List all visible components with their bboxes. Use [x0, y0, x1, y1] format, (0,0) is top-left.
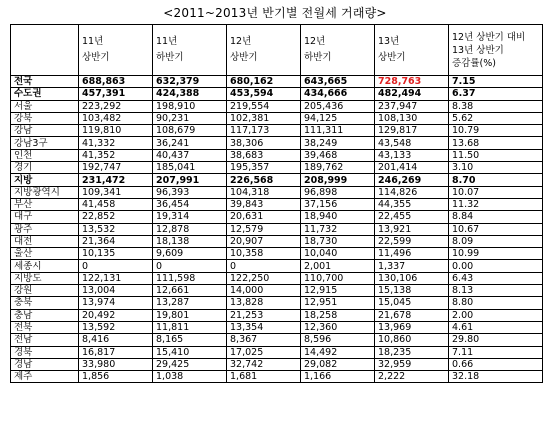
- value-cell: 9,609: [153, 248, 227, 260]
- value-cell: 12,951: [301, 297, 375, 309]
- value-cell: 207,991: [153, 174, 227, 186]
- header-row: [11, 25, 543, 76]
- change-rate-cell: 7.11: [449, 346, 543, 358]
- value-cell: 208,999: [301, 174, 375, 186]
- table-row: [11, 371, 543, 383]
- value-cell: 41,352: [79, 149, 153, 161]
- region-cell: 강원: [11, 285, 79, 297]
- region-cell: 전남: [11, 334, 79, 346]
- value-cell: 632,379: [153, 76, 227, 88]
- value-cell: 15,410: [153, 346, 227, 358]
- value-cell: 13,828: [227, 297, 301, 309]
- value-cell: 44,355: [375, 198, 449, 210]
- header-11h2: 11년 하반기: [153, 25, 227, 76]
- value-cell: 32,742: [227, 358, 301, 370]
- value-cell: 0: [153, 260, 227, 272]
- header-11h1: 11년 상반기: [79, 25, 153, 76]
- value-cell: 41,458: [79, 198, 153, 210]
- table-row: [11, 198, 543, 210]
- value-cell: 19,801: [153, 309, 227, 321]
- value-cell: 119,810: [79, 125, 153, 137]
- value-cell: 21,253: [227, 309, 301, 321]
- value-cell: 246,269: [375, 174, 449, 186]
- value-cell: 226,568: [227, 174, 301, 186]
- value-cell: 8,367: [227, 334, 301, 346]
- table-row: [11, 358, 543, 370]
- value-cell: 110,700: [301, 272, 375, 284]
- region-cell: 서울: [11, 100, 79, 112]
- value-cell: 680,162: [227, 76, 301, 88]
- value-cell: 688,863: [79, 76, 153, 88]
- value-cell: 424,388: [153, 88, 227, 100]
- value-cell: 13,004: [79, 285, 153, 297]
- value-cell: 37,156: [301, 198, 375, 210]
- value-cell: 189,762: [301, 162, 375, 174]
- region-cell: 충북: [11, 297, 79, 309]
- value-cell: 2,222: [375, 371, 449, 383]
- table-row: [11, 88, 543, 100]
- value-cell: 18,235: [375, 346, 449, 358]
- table-row: [11, 112, 543, 124]
- change-rate-cell: 4.61: [449, 321, 543, 333]
- change-rate-cell: 8.80: [449, 297, 543, 309]
- region-cell: 수도권: [11, 88, 79, 100]
- value-cell: 22,455: [375, 211, 449, 223]
- value-cell: 1,038: [153, 371, 227, 383]
- value-cell: 11,811: [153, 321, 227, 333]
- change-rate-cell: 6.37: [449, 88, 543, 100]
- value-cell: 457,391: [79, 88, 153, 100]
- value-cell: 38,249: [301, 137, 375, 149]
- table-row: [11, 223, 543, 235]
- value-cell: 195,357: [227, 162, 301, 174]
- region-cell: 대전: [11, 235, 79, 247]
- region-cell: 강남: [11, 125, 79, 137]
- change-rate-cell: 7.15: [449, 76, 543, 88]
- table-row: [11, 149, 543, 161]
- value-cell: 13,532: [79, 223, 153, 235]
- change-rate-cell: 3.10: [449, 162, 543, 174]
- table-row: [11, 297, 543, 309]
- value-cell: 192,747: [79, 162, 153, 174]
- value-cell: 108,130: [375, 112, 449, 124]
- table-row: [11, 248, 543, 260]
- value-cell: 223,292: [79, 100, 153, 112]
- value-cell: 33,980: [79, 358, 153, 370]
- region-cell: 전국: [11, 76, 79, 88]
- value-cell: 237,947: [375, 100, 449, 112]
- value-cell: 111,598: [153, 272, 227, 284]
- value-cell: 16,817: [79, 346, 153, 358]
- value-cell: 434,666: [301, 88, 375, 100]
- value-cell: 109,341: [79, 186, 153, 198]
- value-cell: 21,364: [79, 235, 153, 247]
- header-change-rate: 12년 상반기 대비 13년 상반기 증감률(%): [449, 25, 543, 76]
- header-13h1: 13년 상반기: [375, 25, 449, 76]
- change-rate-cell: 29.80: [449, 334, 543, 346]
- value-cell: 12,915: [301, 285, 375, 297]
- value-cell: 18,940: [301, 211, 375, 223]
- value-cell: 39,468: [301, 149, 375, 161]
- change-rate-cell: 8.70: [449, 174, 543, 186]
- table-row: [11, 76, 543, 88]
- value-cell: 2,001: [301, 260, 375, 272]
- value-cell: 43,133: [375, 149, 449, 161]
- region-cell: 지방광역시: [11, 186, 79, 198]
- value-cell: 10,135: [79, 248, 153, 260]
- value-cell: 1,856: [79, 371, 153, 383]
- value-cell: 15,045: [375, 297, 449, 309]
- table-body: [11, 76, 543, 383]
- table-row: [11, 285, 543, 297]
- change-rate-cell: 10.07: [449, 186, 543, 198]
- value-cell: 122,250: [227, 272, 301, 284]
- transaction-table: [10, 24, 543, 383]
- table-row: [11, 309, 543, 321]
- value-cell: 1,681: [227, 371, 301, 383]
- value-cell: 13,592: [79, 321, 153, 333]
- value-cell: 96,393: [153, 186, 227, 198]
- value-cell: 8,165: [153, 334, 227, 346]
- table-row: [11, 260, 543, 272]
- change-rate-cell: 32.18: [449, 371, 543, 383]
- region-cell: 전북: [11, 321, 79, 333]
- value-cell: 18,730: [301, 235, 375, 247]
- change-rate-cell: 0.00: [449, 260, 543, 272]
- value-cell: 11,732: [301, 223, 375, 235]
- region-cell: 제주: [11, 371, 79, 383]
- header-12h2: 12년 하반기: [301, 25, 375, 76]
- region-cell: 울산: [11, 248, 79, 260]
- value-cell: 21,678: [375, 309, 449, 321]
- region-cell: 강남3구: [11, 137, 79, 149]
- value-cell: 104,318: [227, 186, 301, 198]
- table-row: [11, 186, 543, 198]
- value-cell: 22,599: [375, 235, 449, 247]
- region-cell: 광주: [11, 223, 79, 235]
- value-cell: 29,082: [301, 358, 375, 370]
- value-cell: 0: [79, 260, 153, 272]
- value-cell: 90,231: [153, 112, 227, 124]
- value-cell: 14,492: [301, 346, 375, 358]
- change-rate-cell: 0.66: [449, 358, 543, 370]
- value-cell: 15,138: [375, 285, 449, 297]
- value-cell: 22,852: [79, 211, 153, 223]
- value-cell: 36,454: [153, 198, 227, 210]
- table-row: [11, 174, 543, 186]
- table-row: [11, 162, 543, 174]
- value-cell: 10,040: [301, 248, 375, 260]
- value-cell: 18,138: [153, 235, 227, 247]
- region-cell: 경북: [11, 346, 79, 358]
- value-cell: 8,596: [301, 334, 375, 346]
- value-cell: 96,898: [301, 186, 375, 198]
- header-12h1: 12년 상반기: [227, 25, 301, 76]
- value-cell: 185,041: [153, 162, 227, 174]
- value-cell: 130,106: [375, 272, 449, 284]
- value-cell: 18,258: [301, 309, 375, 321]
- value-cell: 12,360: [301, 321, 375, 333]
- change-rate-cell: 11.32: [449, 198, 543, 210]
- value-cell: 20,907: [227, 235, 301, 247]
- region-cell: 지방도: [11, 272, 79, 284]
- header-region: [11, 25, 79, 76]
- value-cell: 201,414: [375, 162, 449, 174]
- value-cell: 32,959: [375, 358, 449, 370]
- value-cell: 12,661: [153, 285, 227, 297]
- change-rate-cell: 10.79: [449, 125, 543, 137]
- value-cell: 94,125: [301, 112, 375, 124]
- value-cell: 10,860: [375, 334, 449, 346]
- value-cell: 20,492: [79, 309, 153, 321]
- table-row: [11, 235, 543, 247]
- value-cell: 219,554: [227, 100, 301, 112]
- value-cell: 38,683: [227, 149, 301, 161]
- value-cell: 12,579: [227, 223, 301, 235]
- value-cell: 11,496: [375, 248, 449, 260]
- value-cell: 13,974: [79, 297, 153, 309]
- value-cell: 231,472: [79, 174, 153, 186]
- change-rate-cell: 10.99: [449, 248, 543, 260]
- value-cell: 482,494: [375, 88, 449, 100]
- change-rate-cell: 8.84: [449, 211, 543, 223]
- table-row: [11, 272, 543, 284]
- region-cell: 경남: [11, 358, 79, 370]
- change-rate-cell: 2.00: [449, 309, 543, 321]
- table-row: [11, 346, 543, 358]
- value-cell: 108,679: [153, 125, 227, 137]
- value-cell: 728,763: [375, 76, 449, 88]
- value-cell: 41,332: [79, 137, 153, 149]
- table-row: [11, 125, 543, 137]
- value-cell: 19,314: [153, 211, 227, 223]
- table-row: [11, 321, 543, 333]
- value-cell: 111,311: [301, 125, 375, 137]
- region-cell: 대구: [11, 211, 79, 223]
- value-cell: 13,287: [153, 297, 227, 309]
- value-cell: 114,826: [375, 186, 449, 198]
- value-cell: 14,000: [227, 285, 301, 297]
- value-cell: 1,166: [301, 371, 375, 383]
- value-cell: 43,548: [375, 137, 449, 149]
- value-cell: 8,416: [79, 334, 153, 346]
- table-row: [11, 137, 543, 149]
- change-rate-cell: 8.13: [449, 285, 543, 297]
- value-cell: 198,910: [153, 100, 227, 112]
- region-cell: 세종시: [11, 260, 79, 272]
- region-cell: 경기: [11, 162, 79, 174]
- change-rate-cell: 5.62: [449, 112, 543, 124]
- value-cell: 102,381: [227, 112, 301, 124]
- value-cell: 129,817: [375, 125, 449, 137]
- table-row: [11, 100, 543, 112]
- change-rate-cell: 8.09: [449, 235, 543, 247]
- value-cell: 1,337: [375, 260, 449, 272]
- value-cell: 36,241: [153, 137, 227, 149]
- change-rate-cell: 6.43: [449, 272, 543, 284]
- value-cell: 10,358: [227, 248, 301, 260]
- value-cell: 38,306: [227, 137, 301, 149]
- value-cell: 29,425: [153, 358, 227, 370]
- value-cell: 40,437: [153, 149, 227, 161]
- value-cell: 17,025: [227, 346, 301, 358]
- change-rate-cell: 8.38: [449, 100, 543, 112]
- value-cell: 13,354: [227, 321, 301, 333]
- value-cell: 13,921: [375, 223, 449, 235]
- value-cell: 0: [227, 260, 301, 272]
- value-cell: 39,843: [227, 198, 301, 210]
- region-cell: 부산: [11, 198, 79, 210]
- change-rate-cell: 13.68: [449, 137, 543, 149]
- value-cell: 205,436: [301, 100, 375, 112]
- region-cell: 강북: [11, 112, 79, 124]
- value-cell: 643,665: [301, 76, 375, 88]
- change-rate-cell: 11.50: [449, 149, 543, 161]
- table-title: <2011~2013년 반기별 전월세 거래량>: [163, 6, 387, 20]
- table-row: [11, 334, 543, 346]
- value-cell: 12,878: [153, 223, 227, 235]
- region-cell: 지방: [11, 174, 79, 186]
- table-row: [11, 211, 543, 223]
- value-cell: 117,173: [227, 125, 301, 137]
- change-rate-cell: 10.67: [449, 223, 543, 235]
- value-cell: 453,594: [227, 88, 301, 100]
- region-cell: 인천: [11, 149, 79, 161]
- region-cell: 충남: [11, 309, 79, 321]
- value-cell: 103,482: [79, 112, 153, 124]
- value-cell: 122,131: [79, 272, 153, 284]
- value-cell: 13,969: [375, 321, 449, 333]
- value-cell: 20,631: [227, 211, 301, 223]
